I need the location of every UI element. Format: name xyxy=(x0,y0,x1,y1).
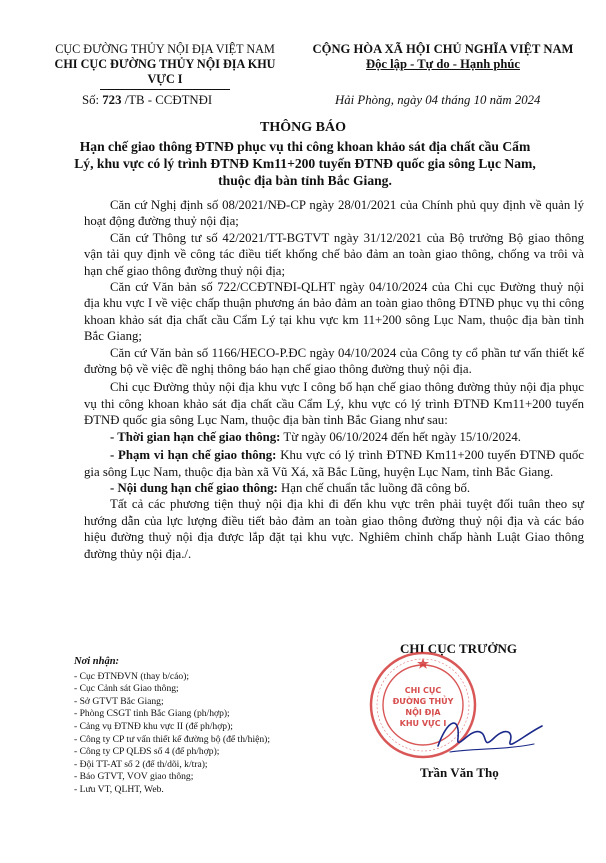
recipient-item: - Lưu VT, QLHT, Web. xyxy=(74,783,164,795)
legal-basis-1: Căn cứ Nghị định số 08/2021/NĐ-CP ngày 28/01/2021 của Chính phủ quy định về quản lý hoạt động đường thuỷ nội địa; xyxy=(84,198,584,229)
recipient-item: - Cục ĐTNĐVN (thay b/cáo); xyxy=(74,670,190,682)
document-body xyxy=(84,197,584,562)
legal-basis-3: Căn cứ Văn bản số 722/CCĐTNĐI-QLHT ngày 04/10/2024 của Chi cục Đường thuỷ nội địa khu vực I về việc chấp thuận phương án bảo đảm an toàn giao thông ĐTNĐ phục vụ thi công khoan khảo sát địa chất cầu Cẩm Lý tại khu vực km 11+200 sông Lục Nam, thuộc địa bàn tỉnh Bắc Giang; xyxy=(84,280,584,344)
national-header-block xyxy=(300,42,586,72)
place-and-date: Hải Phòng, ngày 04 tháng 10 năm 2024 xyxy=(335,93,541,107)
signer-name: Trần Văn Thọ xyxy=(420,765,499,780)
recipient-item: - Cảng vụ ĐTNĐ khu vực II (để ph/hợp); xyxy=(74,720,233,732)
parent-agency: CỤC ĐƯỜNG THỦY NỘI ĐỊA VIỆT NAM xyxy=(55,42,275,56)
handwritten-signature xyxy=(430,708,550,763)
recipients-list xyxy=(74,656,270,797)
restriction-content-label: - Nội dung hạn chế giao thông: xyxy=(110,480,278,495)
doc-no-value: 723 xyxy=(102,93,122,107)
recipients-heading: Nơi nhận: xyxy=(74,656,120,667)
country-name: CỘNG HÒA XÃ HỘI CHỦ NGHĨA VIỆT NAM xyxy=(312,42,574,56)
restriction-content xyxy=(84,480,584,496)
issuing-agency-block xyxy=(40,42,290,90)
seal-line-3: NỘI ĐỊA xyxy=(405,708,441,717)
agency-underline xyxy=(100,89,230,90)
seal-line-1: CHI CỤC xyxy=(404,686,442,695)
recipient-item: - Công ty CP tư vấn thiết kế đường bộ (để th/hiện); xyxy=(74,733,271,745)
restriction-scope-text: Khu vực có lý trình ĐTNĐ Km11+200 tuyến ĐTNĐ quốc gia sông Lục Nam, thuộc địa bàn xã Vũ Xá, xã Bắc Lũng, huyện Lục Nam, tỉnh Bắc Giang. xyxy=(84,448,584,479)
recipient-item: - Cục Cảnh sát Giao thông; xyxy=(74,683,179,695)
recipient-item: - Phòng CSGT tỉnh Bắc Giang (ph/hợp); xyxy=(74,708,230,720)
legal-basis-4: Căn cứ Văn bản số 1166/HECO-P.ĐC ngày 04/10/2024 của Công ty cổ phần tư vấn thiết kế đường bộ về việc đề nghị thông báo hạn chế giao thông đường thuỷ nội địa. xyxy=(84,345,584,377)
recipient-item: - Đội TT-AT số 2 (để th/dõi, k/tra); xyxy=(74,758,208,770)
seal-line-2: ĐƯỜNG THỦY xyxy=(392,697,454,706)
compliance-paragraph: Tất cả các phương tiện thuỷ nội địa khi đi đến khu vực trên phải tuyệt đối tuân theo sự hướng dẫn của lực lượng điều tiết bảo đảm an toàn giao thông đường thuỷ nội địa và các báo hiệu đường thuỷ nội địa được lắp đặt tại khu vực. Nghiêm chỉnh chấp hành Luật Giao thông đường thủy nội địa./. xyxy=(84,497,584,561)
document-title: THÔNG BÁO xyxy=(260,120,346,135)
recipient-item: - Công ty CP QLĐS số 4 (để ph/hợp); xyxy=(74,746,220,758)
seal-line-4: KHU VỰC I xyxy=(399,719,447,728)
recipient-item: - Báo GTVT, VOV giao thông; xyxy=(74,771,194,783)
signer-title: CHI CỤC TRƯỞNG xyxy=(400,641,518,656)
issuing-agency: CHI CỤC ĐƯỜNG THỦY NỘI ĐỊA KHU VỰC I xyxy=(54,57,276,86)
restriction-scope-label: - Phạm vi hạn chế giao thông: xyxy=(110,448,277,463)
restriction-time-label: - Thời gian hạn chế giao thông: xyxy=(110,429,281,444)
restriction-time xyxy=(84,429,584,445)
restriction-content-text: Hạn chế chuẩn tắc luồng đã công bố. xyxy=(277,480,471,495)
recipient-item: - Sở GTVT Bắc Giang; xyxy=(74,695,164,707)
restriction-scope xyxy=(84,447,584,480)
doc-no-prefix: Số: xyxy=(82,93,103,107)
announcement-paragraph: Chi cục Đường thủy nội địa khu vực I công bố hạn chế giao thông đường thủy nội địa phục vụ thi công khoan khảo sát địa chất cầu Cẩm Lý, khu vực có lý trình ĐTNĐ Km11+200 tuyến ĐTNĐ quốc gia sông Lục Nam, thuộc địa bàn tỉnh Bắc Giang như sau: xyxy=(84,380,584,428)
restriction-time-text: Từ ngày 06/10/2024 đến hết ngày 15/10/2024. xyxy=(280,429,521,444)
legal-basis-2: Căn cứ Thông tư số 42/2021/TT-BGTVT ngày 31/12/2021 của Bộ trưởng Bộ giao thông vận tải quy định về công tác điều tiết khống chế bảo đảm an toàn giao thông, chống va trôi và hạn chế giao thông đường thuỷ nội địa; xyxy=(84,230,584,278)
doc-no-suffix: /TB - CCĐTNĐI xyxy=(121,93,213,107)
document-number xyxy=(82,93,212,108)
document-subtitle: Hạn chế giao thông ĐTNĐ phục vụ thi công khoan khảo sát địa chất cầu Cẩm Lý, khu vực có lý trình ĐTNĐ Km11+200 tuyến ĐTNĐ quốc gia sông Lục Nam, thuộc địa bàn tỉnh Bắc Giang. xyxy=(74,139,536,188)
national-motto: Độc lập - Tự do - Hạnh phúc xyxy=(366,57,520,71)
